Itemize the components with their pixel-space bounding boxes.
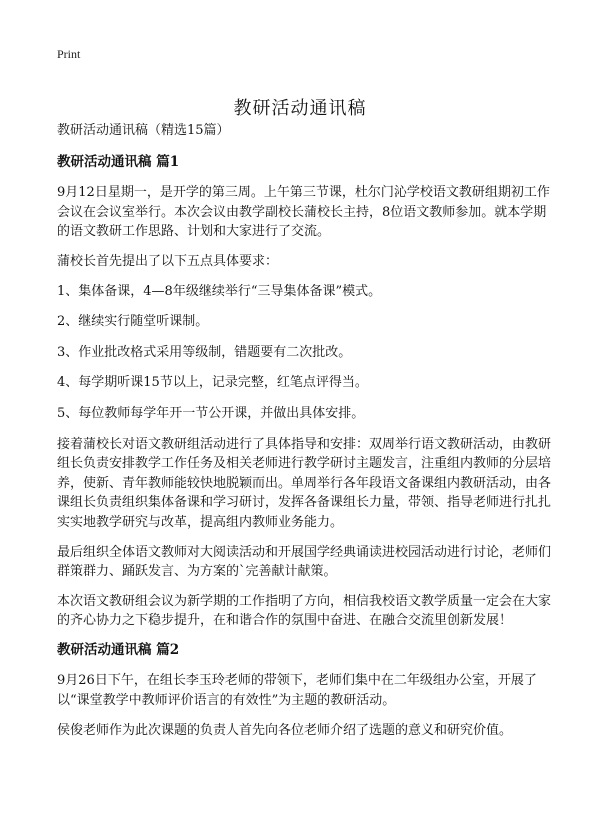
list-item: 4、每学期听课15节以上，记录完整，红笔点评得当。: [57, 375, 368, 391]
section-heading-2: 教研活动通讯稿 篇2: [57, 641, 180, 658]
list-item: 2、继续实行随堂听课制。: [57, 314, 209, 330]
list-item: 1、集体备课，4—8年级继续举行“三导集体备课”模式。: [57, 283, 382, 299]
paragraph: 侯俊老师作为此次课题的负责人首先向各位老师介绍了选题的意义和研究价值。: [57, 722, 513, 738]
document-title: 教研活动通讯稿: [233, 98, 367, 120]
paragraph: 9月26日下午，在组长李玉玲老师的带领下，老师们集中在二年级组办公室，开展了以“课堂教学中教师评价语言的有效性”为主题的教研活动。: [57, 673, 537, 709]
print-link[interactable]: Print: [57, 47, 81, 61]
list-item: 3、作业批改格式采用等级制，错题要有二次批改。: [57, 344, 352, 360]
paragraph: 接着蒲校长对语文教研组活动进行了具体指导和安排：双周举行语文教研活动，由教研组长负责安排教学工作任务及相关老师进行教学研讨主题发言，注重组内教师的分层培养，使新、青年教师能较快地脱颖而出。单周举行各年段语文备课组内教研活动，由各课组长负责组织集体备课和学习研讨，发挥各备课组长力量，带领、指导老师进行扎扎实实地教学研究与改革，提高组内教师业务能力。: [57, 436, 552, 530]
section-heading-1: 教研活动通讯稿 篇1: [57, 153, 180, 170]
paragraph: 蒲校长首先提出了以下五点具体要求：: [57, 253, 279, 269]
list-item: 5、每位教师每学年开一节公开课，并做出具体安排。: [57, 405, 365, 421]
paragraph: 最后组织全体语文教师对大阅读活动和开展国学经典诵读进校园活动进行讨论，老师们群策群力、踊跃发言、为方案的`完善献计献策。: [57, 544, 552, 580]
document-body: [57, 121, 555, 750]
paragraph: 9月12日星期一，是开学的第三周。上午第三节课，杜尔门沁学校语文教研组期初工作会议在会议室举行。本次会议由教学副校长蒲校长主持，8位语文教师参加。就本学期的语文教研工作思路、计划和大家进行了交流。: [57, 185, 550, 240]
document-subtitle: 教研活动通讯稿（精选15篇）: [57, 123, 230, 138]
paragraph: 本次语文教研组会议为新学期的工作指明了方向，相信我校语文教学质量一定会在大家的齐心协力之下稳步提升，在和谐合作的氛围中奋进、在融合交流里创新发展！: [57, 593, 552, 629]
